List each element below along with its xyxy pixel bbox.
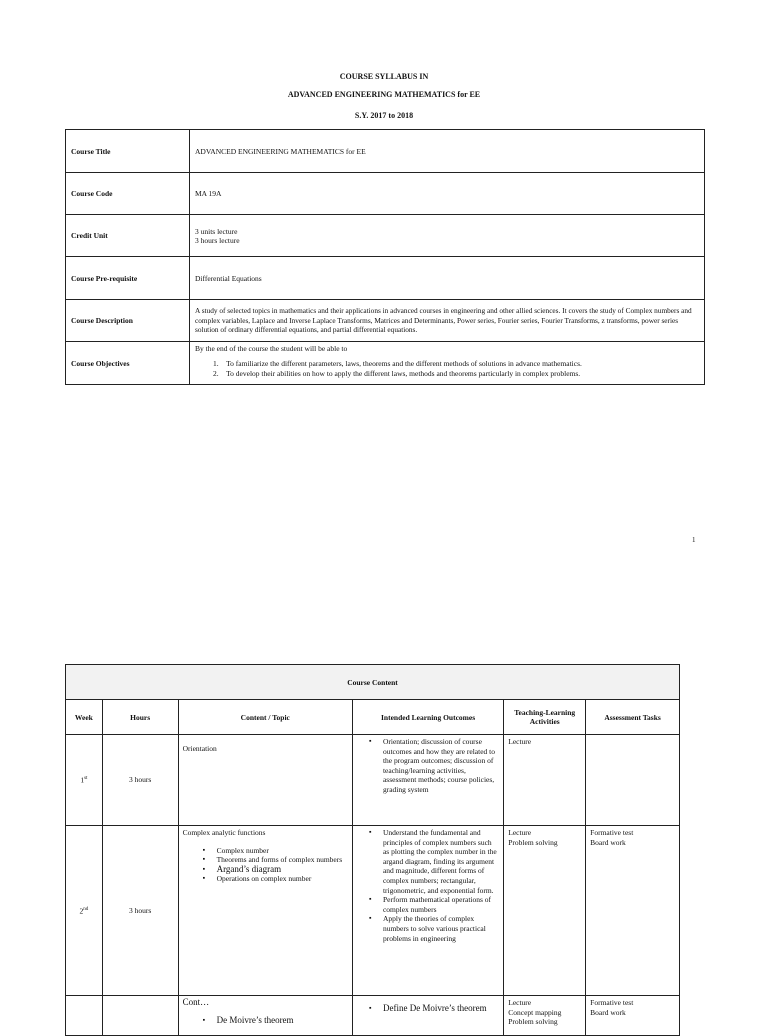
week-2-topic-item: ▪ Operations on complex number [217, 874, 348, 884]
week-2-assessment-item: Board work [590, 837, 626, 847]
credit-unit-lecture-hours: 3 hours lecture [195, 235, 240, 245]
week-3-tla-cell [504, 996, 586, 1036]
content-row-week-3 [66, 996, 680, 1036]
week-3-topic-item: ▪ De Moivre’s theorem [217, 1016, 348, 1026]
week-2-ilo-item: ▪ Apply the theories of complex numbers to solve various practical problems in engineering [383, 914, 499, 943]
objective-item-2: 2. To develop their abilities on how to apply the different laws, methods and theorems particularly in complex problems. [213, 369, 581, 378]
objectives-value [190, 342, 705, 385]
week-2-topic-title: Complex analytic functions [182, 828, 266, 837]
content-row-week-2 [66, 826, 680, 996]
objective-item-1: 1. To familiarize the different parameters, laws, theorems and the different methods of solutions in advance mathematics. [213, 359, 582, 368]
week-1-suffix: st [84, 776, 88, 782]
content-row-week-1 [66, 735, 680, 826]
week-2-ilo-list [357, 828, 499, 943]
page-gap [0, 560, 768, 660]
header-assessment: Assessment Tasks [586, 700, 680, 735]
prerequisite-label: Course Pre-requisite [66, 257, 190, 300]
week-1-number: 1 [80, 775, 85, 785]
week-3-topic-title: Cont… [182, 997, 210, 1007]
objectives-row [66, 342, 705, 385]
week-2-suffix: nd [83, 906, 89, 912]
week-3-tla-item: Problem solving [508, 1017, 558, 1027]
credit-unit-lecture-units: 3 units lecture [195, 226, 238, 236]
credit-unit-value [190, 215, 705, 257]
week-1-tla: Lecture [504, 735, 586, 826]
week-2-hours: 3 hours [102, 826, 178, 996]
objectives-intro: By the end of the course the student will be able to [195, 344, 348, 353]
header-hours: Hours [102, 700, 178, 735]
week-1-ilo-item: ▪ Orientation; discussion of course outcomes and how they are related to the program outcomes; discussion of teaching/learning activities, assessment methods; course policies, grading system [383, 737, 499, 795]
course-title-label: Course Title [66, 130, 190, 173]
course-content-title: Course Content [66, 665, 680, 700]
credit-unit-row [66, 215, 705, 257]
week-2-topic-item: ▪ Complex number [217, 846, 348, 856]
week-2-ilo-item: ▪ Understand the fundamental and principles of complex numbers such as plotting the complex number in the argand diagram, finding its argument and magnitude, different forms of complex numbers; rectangular, trigonometric, and exponential form. [383, 828, 499, 895]
week-3-cell [66, 996, 103, 1036]
week-1-ilo-list [357, 737, 499, 795]
week-2-topic-item: ▪ Theorems and forms of complex numbers [217, 855, 348, 865]
objectives-label: Course Objectives [66, 342, 190, 385]
syllabus-year: S.Y. 2017 to 2018 [354, 111, 414, 120]
week-3-tla-item: Concept mapping [508, 1007, 562, 1017]
week-2-number: 2 [79, 906, 84, 916]
course-info-table [65, 129, 705, 385]
week-3-ilo-cell [352, 996, 503, 1036]
week-2-topic-item: ▪ Argand’s diagram [217, 865, 348, 875]
week-1-hours: 3 hours [102, 735, 178, 826]
week-2-topic-cell [178, 826, 352, 996]
week-2-assessment-item: Formative test [590, 828, 634, 837]
week-1-topic: Orientation [178, 735, 352, 826]
course-code-value: MA 19A [190, 173, 705, 215]
week-1-assessment [586, 735, 680, 826]
week-3-tla-item: Lecture [508, 998, 532, 1007]
prerequisite-value: Differential Equations [190, 257, 705, 300]
week-3-assessment-item: Formative test [590, 998, 634, 1007]
page-number: 1 [692, 536, 696, 544]
week-2-ilo-item: ▪ Perform mathematical operations of complex numbers [383, 895, 499, 914]
syllabus-title-line1: COURSE SYLLABUS IN [339, 72, 429, 81]
week-2-tla-cell [504, 826, 586, 996]
week-3-hours [102, 996, 178, 1036]
week-2-tla-item: Lecture [508, 828, 532, 837]
week-3-ilo-item: ▪ Define De Moivre’s theorem [383, 1004, 499, 1014]
course-content-title-row [66, 665, 680, 700]
prerequisite-row [66, 257, 705, 300]
week-2-ilo-cell [352, 826, 503, 996]
syllabus-title-line2: ADVANCED ENGINEERING MATHEMATICS for EE [287, 90, 481, 99]
course-content-table [65, 664, 680, 1036]
week-3-topic-cell [178, 996, 352, 1036]
week-3-assessment-cell [586, 996, 680, 1036]
header-topic: Content / Topic [178, 700, 352, 735]
header-week: Week [66, 700, 103, 735]
description-row [66, 300, 705, 342]
week-3-assessment-item: Board work [590, 1007, 626, 1017]
course-content-header-row [66, 700, 680, 735]
description-label: Course Description [66, 300, 190, 342]
header-tla: Teaching-Learning Activities [504, 700, 586, 735]
week-1-ilo-cell [352, 735, 503, 826]
course-title-row [66, 130, 705, 173]
description-value: A study of selected topics in mathematics and their applications in advanced courses in engineering and other allied sciences. It covers the study of Complex numbers and complex variables, Laplace and Inverse Laplace Transforms, Matrices and Determinants, Power series, Fourier series, Fourier Transforms, z transforms, power series solution of ordinary differential equations, and partial differential equations. [190, 300, 705, 342]
week-2-cell [66, 826, 103, 996]
week-2-tla-item: Problem solving [508, 837, 558, 847]
header-ilo: Intended Learning Outcomes [352, 700, 503, 735]
course-code-label: Course Code [66, 173, 190, 215]
week-3-ilo-list [357, 1004, 499, 1014]
week-2-topic-list [183, 846, 348, 884]
course-code-row [66, 173, 705, 215]
week-1-cell [66, 735, 103, 826]
week-2-assessment-cell [586, 826, 680, 996]
credit-unit-label: Credit Unit [66, 215, 190, 257]
course-title-value: ADVANCED ENGINEERING MATHEMATICS for EE [190, 130, 705, 173]
